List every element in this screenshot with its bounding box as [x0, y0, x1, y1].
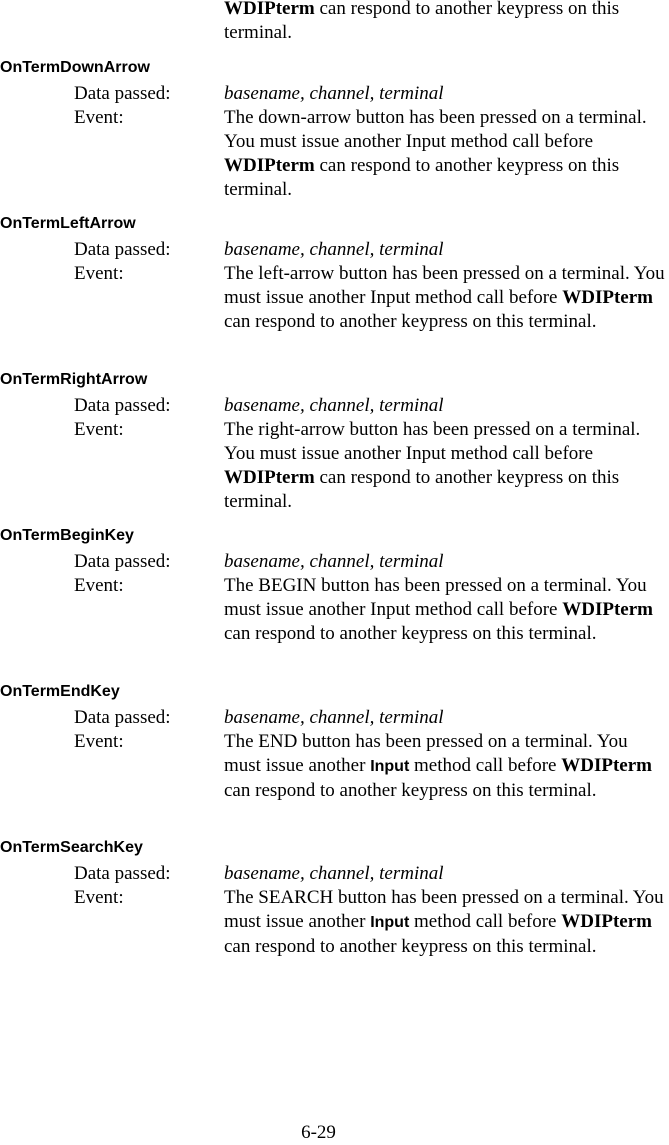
event-entry-on-term-begin-key [0, 526, 669, 646]
event-text-end: can respond to another keypress on this terminal. [224, 780, 597, 801]
continued-paragraph [224, 0, 669, 45]
event-text-mid: method call before [409, 911, 562, 932]
event-row [0, 106, 669, 202]
data-passed-label: Data passed: [74, 239, 171, 260]
page-number: 6-29 [301, 1122, 336, 1143]
wdipterm-term: WDIPterm [561, 911, 652, 932]
event-label: Event: [74, 575, 124, 596]
data-passed-label: Data passed: [74, 395, 171, 416]
event-row [0, 730, 669, 803]
event-text-end: can respond to another keypress on this terminal. [224, 311, 597, 332]
event-description [224, 262, 669, 334]
event-title: OnTermLeftArrow [0, 215, 136, 232]
event-text: The right-arrow button has been pressed on a terminal. You must issue another Input method call before [224, 419, 641, 464]
input-method-term: Input [370, 758, 410, 775]
data-passed-label: Data passed: [74, 551, 171, 572]
wdipterm-term: WDIPterm [562, 599, 653, 620]
event-text-end: can respond to another keypress on this terminal. [224, 623, 597, 644]
wdipterm-term: WDIPterm [561, 755, 652, 776]
event-label: Event: [74, 263, 124, 284]
data-passed-label: Data passed: [74, 707, 171, 728]
page-footer [0, 1121, 669, 1145]
data-passed-label: Data passed: [74, 83, 171, 104]
event-description [224, 106, 669, 202]
event-text: The END button has been pressed on a terminal. You must issue another [224, 731, 628, 776]
event-row [0, 574, 669, 646]
data-passed-row [0, 706, 669, 730]
data-passed-params: basename, channel, terminal [224, 551, 444, 572]
event-description [224, 886, 669, 959]
data-passed-row [0, 394, 669, 418]
event-title: OnTermRightArrow [0, 371, 148, 388]
wdipterm-term: WDIPterm [224, 467, 315, 488]
event-text: The down-arrow button has been pressed on a terminal. You must issue another Input method call before [224, 107, 647, 152]
data-passed-params: basename, channel, terminal [224, 707, 444, 728]
event-text: The BEGIN button has been pressed on a terminal. You must issue another Input method call before [224, 575, 647, 620]
event-text-end: can respond to another keypress on this terminal. [224, 936, 597, 957]
event-description [224, 574, 669, 646]
event-title: OnTermBeginKey [0, 527, 134, 544]
event-label: Event: [74, 731, 124, 752]
event-row [0, 262, 669, 334]
event-entry-on-term-down-arrow [0, 58, 669, 202]
event-text-mid: method call before [409, 755, 562, 776]
event-title: OnTermSearchKey [0, 839, 143, 856]
event-entry-on-term-right-arrow [0, 370, 669, 514]
wdipterm-term: WDIPterm [224, 0, 315, 19]
data-passed-row [0, 862, 669, 886]
wdipterm-term: WDIPterm [562, 287, 653, 308]
data-passed-params: basename, channel, terminal [224, 83, 444, 104]
event-label: Event: [74, 887, 124, 908]
data-passed-params: basename, channel, terminal [224, 239, 444, 260]
event-row [0, 418, 669, 514]
event-entry-on-term-search-key [0, 838, 669, 959]
event-title: OnTermDownArrow [0, 59, 150, 76]
data-passed-row [0, 82, 669, 106]
event-text: The SEARCH button has been pressed on a terminal. You must issue another [224, 887, 664, 932]
event-description [224, 730, 669, 803]
input-method-term: Input [370, 914, 410, 931]
event-entry-on-term-left-arrow [0, 214, 669, 334]
event-description [224, 418, 669, 514]
data-passed-label: Data passed: [74, 863, 171, 884]
event-entry-on-term-end-key [0, 682, 669, 803]
data-passed-params: basename, channel, terminal [224, 395, 444, 416]
data-passed-row [0, 238, 669, 262]
data-passed-params: basename, channel, terminal [224, 863, 444, 884]
event-label: Event: [74, 419, 124, 440]
event-text: The left-arrow button has been pressed on a terminal. You must issue another Input method call before [224, 263, 665, 308]
wdipterm-term: WDIPterm [224, 155, 315, 176]
event-label: Event: [74, 107, 124, 128]
continued-text: can respond to another keypress on this terminal. [224, 0, 620, 43]
event-row [0, 886, 669, 959]
event-title: OnTermEndKey [0, 683, 120, 700]
event-text-end: can respond to another keypress on this terminal. [224, 467, 620, 512]
event-text-end: can respond to another keypress on this terminal. [224, 155, 620, 200]
data-passed-row [0, 550, 669, 574]
